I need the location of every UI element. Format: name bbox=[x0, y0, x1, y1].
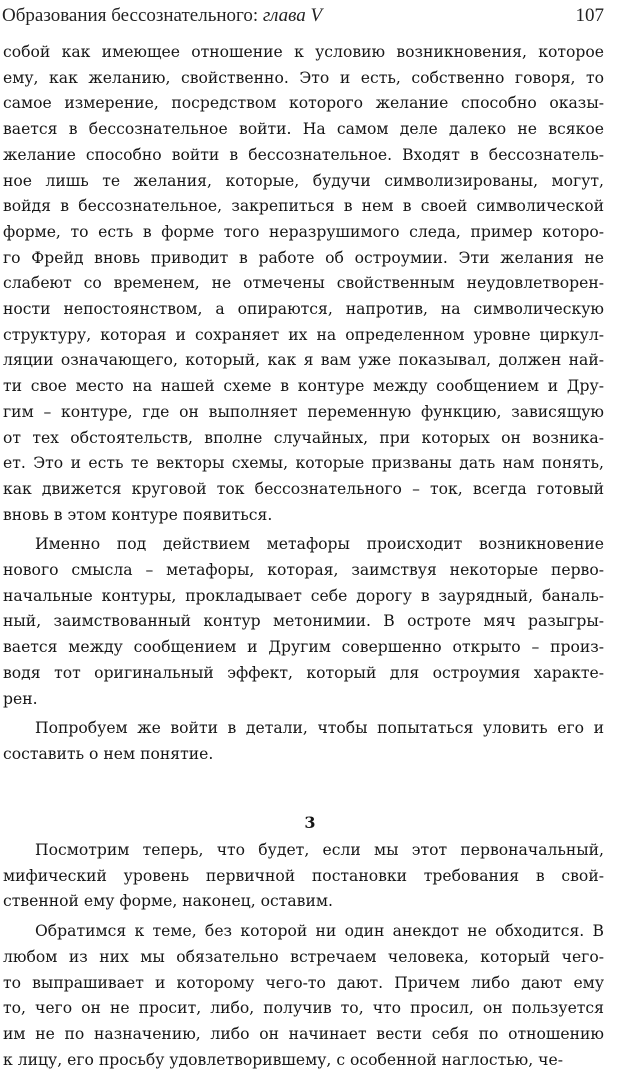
text-line: то выпрашивает и которому чего-то дают. Причем либо дают ему bbox=[3, 973, 604, 992]
text-line: ти свое место на нашей схеме в контуре между сообщением и Дру- bbox=[3, 377, 604, 396]
running-head bbox=[2, 2, 604, 30]
running-title bbox=[2, 2, 322, 30]
text-line: мифический уровень первичной постановки требования в свой- bbox=[3, 866, 604, 885]
page-number: 107 bbox=[575, 5, 604, 26]
text-line: ет. Это и есть те векторы схемы, которые призваны дать нам понять, bbox=[3, 454, 604, 473]
text-line: им не по назначению, либо он начинает вести себя по отношению bbox=[3, 1024, 604, 1043]
running-title-text: Образования бессознательного: bbox=[2, 5, 263, 26]
text-line: гим – контуре, где он выполняет переменную функцию, зависящую bbox=[3, 402, 604, 421]
text-line: рен. bbox=[3, 689, 38, 708]
text-line: любом из них мы обязательно встречаем человека, который чего- bbox=[3, 947, 604, 966]
text-line: войдя в бессознательное, закрепиться в нем в своей символической bbox=[3, 197, 604, 216]
text-line: то, чего он не просит, либо, получив то, что просил, он пользуется bbox=[3, 999, 604, 1018]
text-line: начальные контуры, прокладывает себе дорогу в заурядный, баналь- bbox=[3, 586, 604, 605]
text-line: ности непостоянством, а опираются, напротив, на символическую bbox=[3, 300, 604, 319]
text-line: Обратимся к теме, без которой ни один анекдот не обходится. В bbox=[35, 922, 604, 941]
text-block-after-section bbox=[3, 838, 604, 1073]
text-line: от тех обстоятельств, вполне случайных, при которых он возникa- bbox=[3, 428, 604, 447]
text-line: Посмотрим теперь, что будет, если мы этот первоначальный, bbox=[35, 841, 604, 859]
text-line: ный, заимствованный контур метонимии. В остроте мяч разыгры- bbox=[3, 612, 604, 631]
text-line: структуру, которая и сохраняет их на определенном уровне циркул- bbox=[3, 325, 604, 344]
text-line: собой как имеющее отношение к условию возникновения, которое bbox=[3, 43, 604, 61]
text-line: желание способно войти в бессознательное. Входят в бессознатель- bbox=[3, 145, 604, 164]
text-line: вается между сообщением и Другим совершенно открыто – произ- bbox=[3, 638, 604, 657]
text-line: к лицу, его просьбу удовлетворившему, с особенной наглостью, че- bbox=[3, 1050, 563, 1069]
text-line: составить о нем понятие. bbox=[3, 744, 214, 763]
text-line: ственной ему форме, наконец, оставим. bbox=[3, 892, 333, 911]
text-line: ему, как желанию, свойственно. Это и есть, собственно говоря, то bbox=[3, 68, 604, 87]
section-number: 3 bbox=[304, 813, 316, 832]
text-line: как движется круговой ток бессознательного – ток, всегда готовый bbox=[3, 479, 604, 498]
text-line: ное лишь те желания, которые, будучи символизированы, могут, bbox=[3, 171, 604, 190]
text-line: самое измерение, посредством которого желание способно оказы- bbox=[3, 94, 604, 113]
text-line: нового смысла – метафоры, которая, заимствуя некоторые перво- bbox=[3, 561, 604, 580]
text-line: вается в бессознательное войти. На самом деле далеко не всякое bbox=[3, 120, 604, 139]
text-line: Именно под действием метафоры происходит возникновение bbox=[35, 535, 604, 554]
text-line: слабеют со временем, не отмечены свойственным неудовлетворен- bbox=[3, 274, 604, 293]
text-line: го Фрейд вновь приводит в работе об остроумии. Эти желания не bbox=[3, 248, 604, 267]
chapter-label: глава V bbox=[262, 5, 323, 26]
text-line: ляции означающего, который, как я вам уже показывал, должен най- bbox=[3, 351, 604, 370]
text-block-before-section bbox=[3, 40, 604, 768]
text-line: форме, то есть в форме того неразрушимого следа, пример которо- bbox=[3, 222, 604, 241]
text-line: водя тот оригинальный эффект, который для остроумия характе- bbox=[3, 663, 604, 682]
text-line: Попробуем же войти в детали, чтобы попытаться уловить его и bbox=[35, 719, 604, 738]
text-line: вновь в этом контуре появиться. bbox=[3, 505, 273, 524]
